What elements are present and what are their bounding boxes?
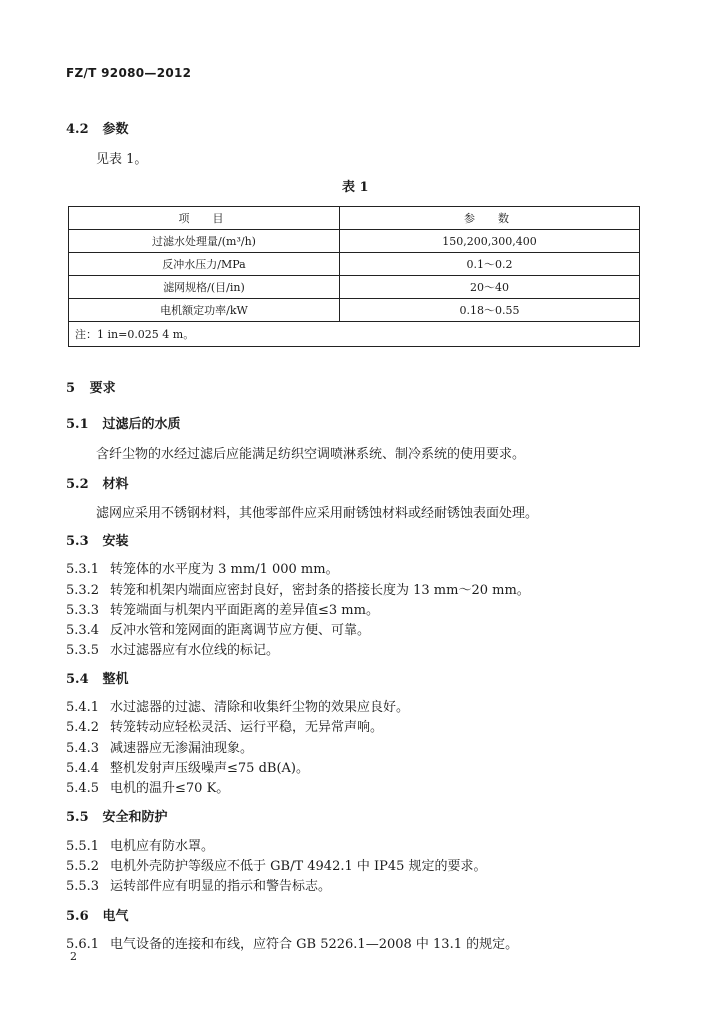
- item-number: 5.3.1: [66, 562, 100, 577]
- section-5-heading: [66, 377, 116, 396]
- item-text: 水过滤器的过滤、清除和收集纤尘物的效果应良好。: [110, 700, 410, 715]
- section-4-2-heading: [66, 118, 129, 137]
- item-number: 5.4.1: [66, 700, 100, 715]
- section-number: 5: [66, 381, 76, 396]
- section-4-2-text: 见表 1。: [96, 152, 148, 167]
- item-text: 减速器应无渗漏油现象。: [110, 741, 254, 756]
- list-item: [66, 696, 409, 715]
- table-row: [69, 253, 640, 276]
- section-title: 材料: [102, 477, 129, 492]
- table-cell: 滤网规格/(目/in): [69, 276, 340, 299]
- item-text: 反冲水管和笼网面的距离调节应方便、可靠。: [110, 623, 371, 638]
- list-item: [66, 579, 530, 598]
- section-title: 安装: [102, 534, 129, 549]
- item-text: 电机的温升≤70 K。: [110, 781, 230, 796]
- item-text: 整机发射声压级噪声≤75 dB(A)。: [110, 761, 309, 776]
- table-row: [69, 230, 640, 253]
- item-text: 转笼端面与机架内平面距离的差异值≤3 mm。: [110, 603, 379, 618]
- item-text: 转笼体的水平度为 3 mm/1 000 mm。: [110, 562, 339, 577]
- list-item: [66, 737, 253, 756]
- section-title: 参数: [102, 122, 129, 137]
- list-item: [66, 716, 383, 735]
- section-title: 要求: [89, 381, 116, 396]
- list-item: [66, 835, 214, 854]
- section-5-5-heading: [66, 806, 168, 825]
- table-cell: 0.1～0.2: [340, 253, 640, 276]
- item-number: 5.5.2: [66, 859, 100, 874]
- item-text: 水过滤器应有水位线的标记。: [110, 643, 280, 658]
- list-item: [66, 777, 229, 796]
- item-number: 5.3.5: [66, 643, 100, 658]
- table-header-cell: 参 数: [340, 207, 640, 230]
- standard-code: FZ/T 92080—2012: [66, 66, 192, 80]
- item-number: 5.5.3: [66, 879, 100, 894]
- section-5-4-heading: [66, 668, 129, 687]
- list-item: [66, 875, 331, 894]
- item-number: 5.4.5: [66, 781, 100, 796]
- section-title: 电气: [102, 909, 129, 924]
- section-number: 4.2: [66, 122, 89, 137]
- section-number: 5.5: [66, 810, 89, 825]
- item-number: 5.4.2: [66, 720, 100, 735]
- item-text: 运转部件应有明显的指示和警告标志。: [110, 879, 332, 894]
- list-item: [66, 855, 487, 874]
- list-item: [66, 639, 279, 658]
- item-number: 5.3.2: [66, 583, 100, 598]
- table-caption: 表 1: [342, 180, 369, 195]
- section-title: 过滤后的水质: [102, 417, 181, 432]
- table-row: [69, 276, 640, 299]
- section-5-1-text: 含纤尘物的水经过滤后应能满足纺织空调喷淋系统、制冷系统的使用要求。: [96, 447, 526, 462]
- table-cell: 0.18～0.55: [340, 299, 640, 322]
- list-item: [66, 558, 339, 577]
- item-number: 5.6.1: [66, 937, 100, 952]
- list-item: [66, 757, 309, 776]
- section-title: 安全和防护: [102, 810, 168, 825]
- table-header-row: [69, 207, 640, 230]
- list-item: [66, 933, 518, 952]
- item-text: 电气设备的连接和布线，应符合 GB 5226.1—2008 中 13.1 的规定。: [110, 937, 519, 952]
- section-number: 5.6: [66, 909, 89, 924]
- page-number: 2: [70, 950, 77, 963]
- section-number: 5.4: [66, 672, 89, 687]
- parameters-table: [68, 206, 640, 347]
- table-cell: 反冲水压力/MPa: [69, 253, 340, 276]
- item-text: 电机应有防水罩。: [110, 839, 215, 854]
- item-number: 5.3.4: [66, 623, 100, 638]
- section-5-3-heading: [66, 530, 129, 549]
- section-5-2-heading: [66, 473, 129, 492]
- item-text: 转笼和机架内端面应密封良好，密封条的搭接长度为 13 mm～20 mm。: [110, 583, 530, 598]
- table-cell: 150,200,300,400: [340, 230, 640, 253]
- table-note-row: [69, 322, 640, 347]
- table-header-cell: 项 目: [69, 207, 340, 230]
- item-number: 5.3.3: [66, 603, 100, 618]
- item-text: 电机外壳防护等级应不低于 GB/T 4942.1 中 IP45 规定的要求。: [110, 859, 487, 874]
- item-number: 5.5.1: [66, 839, 100, 854]
- table-cell: 20～40: [340, 276, 640, 299]
- list-item: [66, 619, 370, 638]
- table-note: 注：1 in=0.025 4 m。: [69, 322, 640, 347]
- section-number: 5.1: [66, 417, 89, 432]
- section-number: 5.3: [66, 534, 89, 549]
- list-item: [66, 599, 379, 618]
- item-number: 5.4.4: [66, 761, 100, 776]
- section-5-6-heading: [66, 905, 129, 924]
- section-5-1-heading: [66, 413, 181, 432]
- table-cell: 电机额定功率/kW: [69, 299, 340, 322]
- table-cell: 过滤水处理量/(m³/h): [69, 230, 340, 253]
- section-title: 整机: [102, 672, 129, 687]
- table-row: [69, 299, 640, 322]
- item-number: 5.4.3: [66, 741, 100, 756]
- section-5-2-text: 滤网应采用不锈钢材料，其他零部件应采用耐锈蚀材料或经耐锈蚀表面处理。: [96, 506, 539, 521]
- item-text: 转笼转动应轻松灵活、运行平稳，无异常声响。: [110, 720, 384, 735]
- section-number: 5.2: [66, 477, 89, 492]
